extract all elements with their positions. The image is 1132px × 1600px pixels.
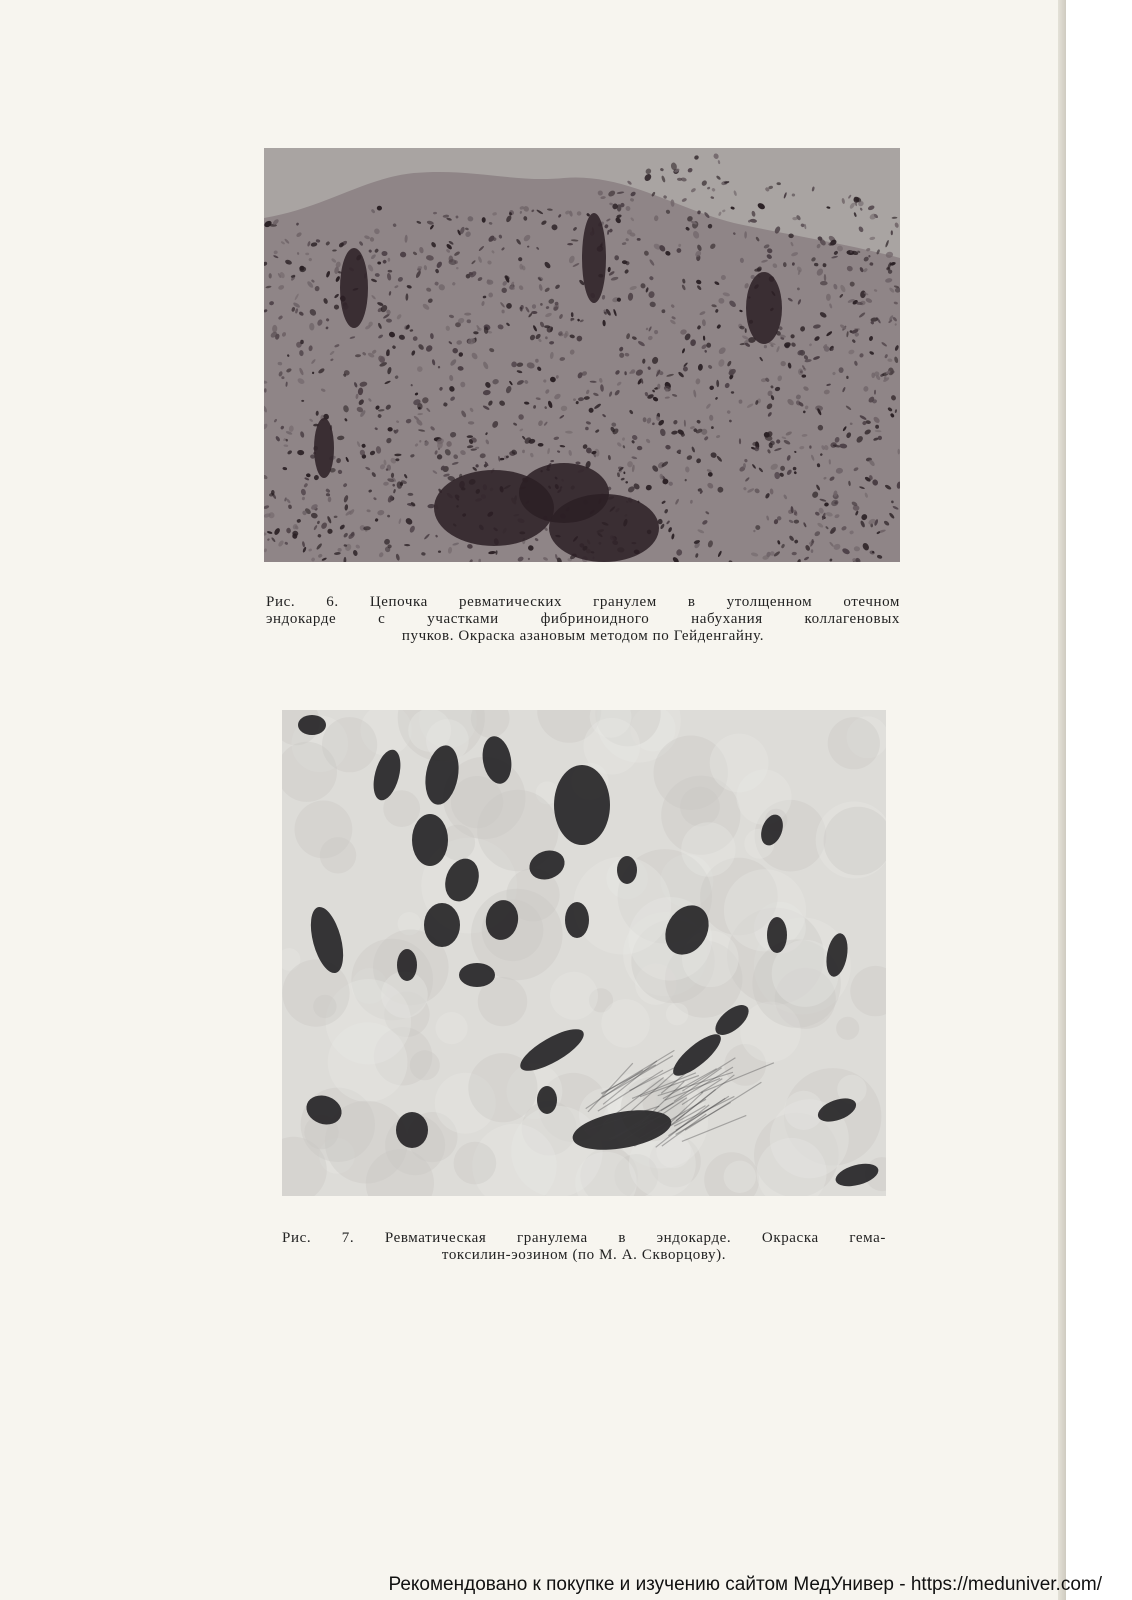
figure-7-caption-line-1: Рис. 7. Ревматическая гранулема в эндокарде. Окраска гема- [282,1230,886,1246]
figure-7-caption [282,1230,886,1264]
figure-6-caption-line-3: пучков. Окраска азановым методом по Гейденгайну. [401,628,765,644]
figure-7-caption-line-2: токсилин-эозином (по М. А. Скворцову). [441,1247,727,1263]
figure-6-caption [266,594,900,645]
figure-6-caption-line-1: Рис. 6. Цепочка ревматических гранулем в утолщенном отечном [266,594,900,610]
figure-6-caption-line-2: эндокарде с участками фибриноидного набухания коллагеновых [266,611,900,627]
footer-recommendation-text: Рекомендовано к покупке и изучению сайтом МедУнивер - https://meduniver.com/ [388,1574,1102,1595]
page-edge-shadow [1058,0,1066,1600]
figure-6-micrograph [264,148,900,562]
figure-7-micrograph [282,710,886,1196]
